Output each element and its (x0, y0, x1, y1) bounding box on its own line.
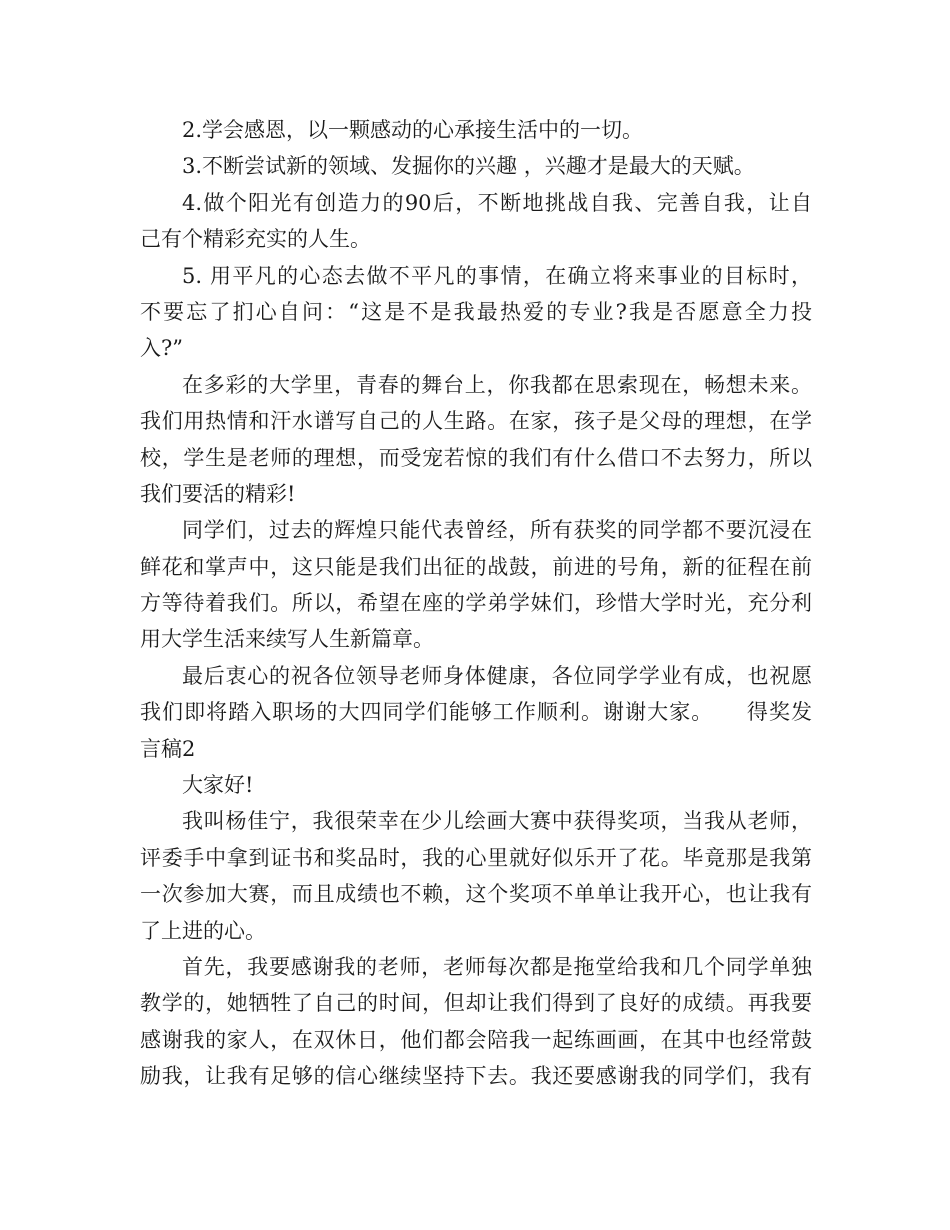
text-line: 评委手中拿到证书和奖品时，我的心里就好似乐开了花。毕竟那是我第 (140, 845, 812, 870)
text-line: 同学们，过去的辉煌只能代表曾经，所有获奖的同学都不要沉浸在 (182, 518, 812, 543)
text-line: 我们要活的精彩! (140, 481, 296, 506)
text-line: 己有个精彩充实的人生。 (140, 227, 371, 252)
text-line: 了上进的心。 (140, 918, 266, 943)
text-line: 感谢我的家人，在双休日，他们都会陪我一起练画画，在其中也经常鼓 (140, 1027, 812, 1052)
text-line: 我们用热情和汗水谱写自己的人生路。在家，孩子是父母的理想，在学 (140, 409, 812, 434)
text-line: 我们即将踏入职场的大四同学们能够工作顺利。谢谢大家。 得奖发 (140, 700, 812, 725)
text-line: 5. 用平凡的心态去做不平凡的事情，在确立将来事业的目标时， (182, 263, 812, 288)
text-line: 首先，我要感谢我的老师，老师每次都是拖堂给我和几个同学单独 (182, 954, 812, 979)
text-line: 2.学会感恩，以一颗感动的心承接生活中的一切。 (182, 118, 644, 142)
text-line: 最后衷心的祝各位领导老师身体健康，各位同学学业有成，也祝愿 (182, 663, 812, 688)
text-line: 用大学生活来续写人生新篇章。 (140, 627, 434, 652)
text-line: 教学的，她牺牲了自己的时间，但却让我们得到了良好的成绩。再我要 (140, 991, 812, 1016)
text-line: 不要忘了扪心自问：“这是不是我最热爱的专业?我是否愿意全力投 (140, 299, 812, 324)
text-line: 4.做个阳光有创造力的90后，不断地挑战自我、完善自我，让自 (182, 190, 812, 215)
text-line: 入?” (140, 336, 183, 361)
text-line: 言稿2 (140, 736, 196, 761)
text-line: 方等待着我们。所以，希望在座的学弟学妹们，珍惜大学时光，充分利 (140, 591, 812, 616)
text-line: 大家好! (182, 773, 254, 798)
text-line: 鲜花和掌声中，这只能是我们出征的战鼓，前进的号角，新的征程在前 (140, 554, 812, 579)
text-line: 我叫杨佳宁，我很荣幸在少儿绘画大赛中获得奖项，当我从老师， (182, 809, 812, 834)
text-line: 校，学生是老师的理想，而受宠若惊的我们有什么借口不去努力，所以 (140, 445, 812, 470)
text-line: 励我，让我有足够的信心继续坚持下去。我还要感谢我的同学们，我有 (140, 1064, 812, 1089)
document-body (140, 112, 812, 1095)
text-line: 一次参加大赛，而且成绩也不赖，这个奖项不单单让我开心，也让我有 (140, 882, 812, 907)
text-line: 3.不断尝试新的领域、发掘你的兴趣 ，兴趣才是最大的天赋。 (182, 154, 755, 179)
text-line: 在多彩的大学里，青春的舞台上，你我都在思索现在，畅想未来。 (182, 372, 812, 397)
